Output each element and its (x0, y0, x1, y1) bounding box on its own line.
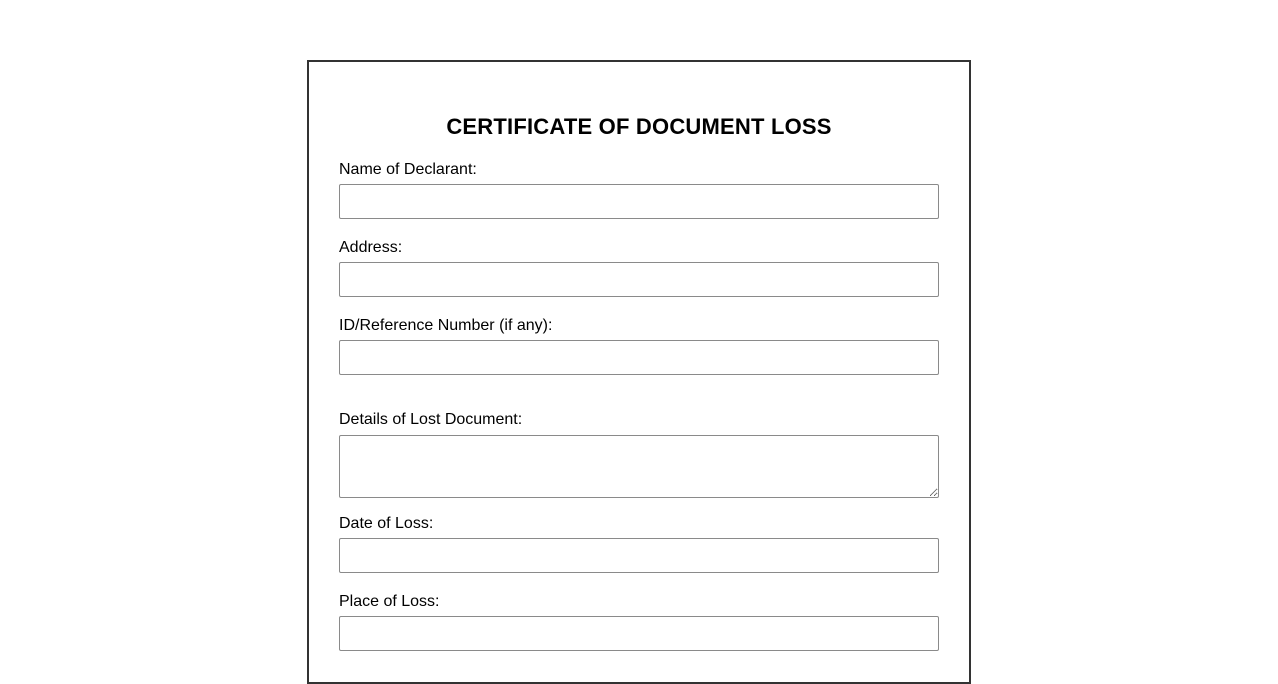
declarant-name-input[interactable] (339, 184, 939, 219)
declarant-name-group (339, 161, 939, 219)
place-of-loss-group (339, 593, 939, 651)
address-input[interactable] (339, 262, 939, 297)
lost-document-details-textarea[interactable] (339, 435, 939, 498)
reference-number-input[interactable] (339, 340, 939, 375)
lost-document-details-group (339, 411, 939, 498)
date-of-loss-group (339, 515, 939, 573)
certificate-form (307, 60, 971, 684)
date-of-loss-input[interactable] (339, 538, 939, 573)
reference-number-group (339, 317, 939, 375)
place-of-loss-input[interactable] (339, 616, 939, 651)
place-of-loss-label: Place of Loss: (339, 593, 440, 610)
address-group (339, 239, 939, 297)
form-title: CERTIFICATE OF DOCUMENT LOSS (446, 114, 832, 139)
reference-number-label: ID/Reference Number (if any): (339, 317, 553, 334)
date-of-loss-label: Date of Loss: (339, 515, 434, 532)
lost-document-details-label: Details of Lost Document: (339, 411, 523, 428)
address-label: Address: (339, 239, 403, 256)
declarant-name-label: Name of Declarant: (339, 161, 477, 178)
